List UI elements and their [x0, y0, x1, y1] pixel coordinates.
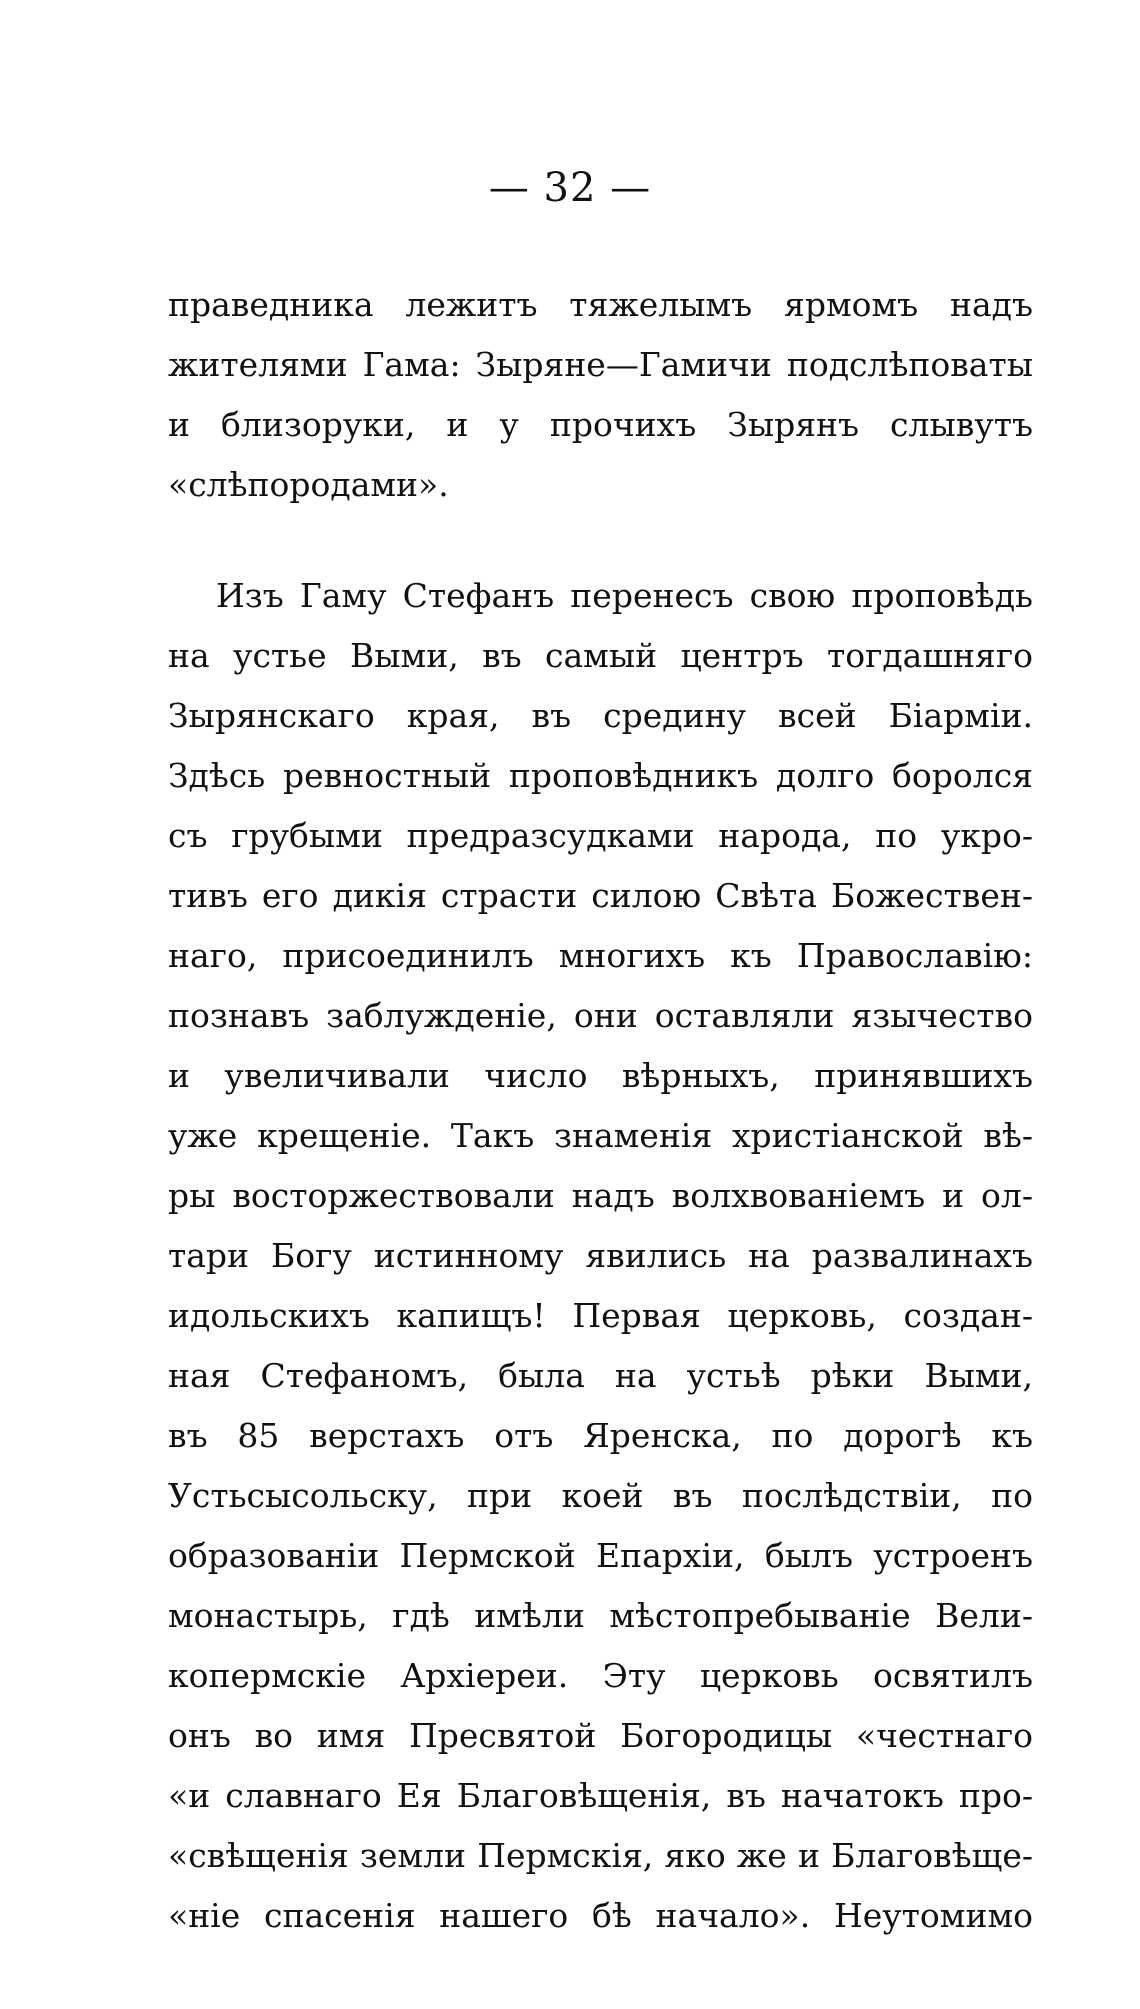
text-line: съ грубыми предразсудками народа, по укро- — [168, 816, 1033, 855]
text-line: въ 85 верстахъ отъ Яренска, по дорогѣ къ — [168, 1416, 1033, 1455]
text-line: Зырянскаго края, въ средину всей Біарміи. — [168, 696, 1033, 735]
text-line: «ніе спасенія нашего бѣ начало». Неутомимо — [168, 1896, 1033, 1935]
text-line: познавъ заблужденіе, они оставляли язычество — [168, 996, 1033, 1035]
text-line: наго, присоединилъ многихъ къ Православію: — [168, 936, 1033, 975]
text-line: монастырь, гдѣ имѣли мѣстопребываніе Вели- — [168, 1596, 1033, 1635]
text-line: идольскихъ капищъ! Первая церковь, создан- — [168, 1296, 1033, 1335]
text-line: образованіи Пермской Епархіи, былъ устроенъ — [168, 1536, 1033, 1575]
text-line: и увеличивали число вѣрныхъ, принявшихъ — [168, 1056, 1033, 1095]
text-line: ры восторжествовали надъ волхвованіемъ и ол- — [168, 1176, 1033, 1215]
text-line: и близоруки, и у прочихъ Зырянъ слывутъ — [168, 405, 1033, 444]
text-line: тари Богу истинному явились на развалинахъ — [168, 1236, 1033, 1275]
text-line: «и славнаго Ея Благовѣщенія, въ начатокъ про- — [168, 1776, 1033, 1815]
text-line: жителями Гама: Зыряне—Гамичи подслѣповаты — [168, 345, 1033, 384]
text-line: Изъ Гаму Стефанъ перенесъ свою проповѣдь — [216, 576, 1033, 615]
text-line: онъ во имя Пресвятой Богородицы «честнаго — [168, 1716, 1033, 1755]
text-line: копермскіе Архіереи. Эту церковь освятилъ — [168, 1656, 1033, 1695]
paragraph-1 — [168, 275, 1033, 515]
text-line: Устьсысольску, при коей въ послѣдствіи, по — [168, 1476, 1033, 1515]
text-line: на устье Выми, въ самый центръ тогдашняго — [168, 636, 1033, 675]
text-line: праведника лежитъ тяжелымъ ярмомъ надъ — [168, 285, 1033, 324]
text-line: уже крещеніе. Такъ знаменія христіанской вѣ- — [168, 1116, 1033, 1155]
page-number: — 32 — — [488, 165, 652, 211]
text-line: тивъ его дикія страсти силою Свѣта Божествен- — [168, 876, 1033, 915]
text-line: «свѣщенія земли Пермскія, яко же и Благовѣще- — [168, 1836, 1033, 1875]
text-line: Здѣсь ревностный проповѣдникъ долго боролся — [168, 756, 1033, 795]
text-line: ная Стефаномъ, была на устьѣ рѣки Выми, — [168, 1356, 1033, 1395]
text-line: «слѣпородами». — [168, 465, 449, 504]
paragraph-2 — [168, 566, 1033, 1946]
